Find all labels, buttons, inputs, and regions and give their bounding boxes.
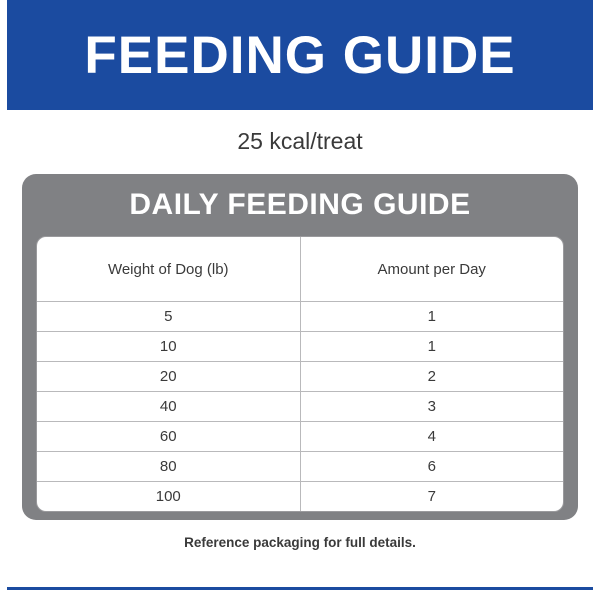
cell-amount: 4 <box>300 422 563 452</box>
column-header-amount: Amount per Day <box>300 237 563 302</box>
daily-feeding-card <box>22 174 578 520</box>
cell-weight: 40 <box>37 392 300 422</box>
cell-weight: 10 <box>37 332 300 362</box>
cell-amount: 1 <box>300 302 563 332</box>
cell-amount: 1 <box>300 332 563 362</box>
page-title: FEEDING GUIDE <box>84 25 516 85</box>
cell-weight: 80 <box>37 452 300 482</box>
bottom-rule <box>7 587 593 590</box>
band-edge-right <box>593 0 600 110</box>
footnote: Reference packaging for full details. <box>184 535 416 550</box>
card-title: DAILY FEEDING GUIDE <box>129 188 471 221</box>
feeding-table-wrap <box>36 236 564 512</box>
cell-weight: 100 <box>37 482 300 512</box>
kcal-note: 25 kcal/treat <box>237 128 363 154</box>
table-row <box>37 362 563 392</box>
cell-weight: 60 <box>37 422 300 452</box>
cell-amount: 2 <box>300 362 563 392</box>
column-header-weight: Weight of Dog (lb) <box>37 237 300 302</box>
table-row <box>37 482 563 512</box>
cell-amount: 6 <box>300 452 563 482</box>
cell-weight: 5 <box>37 302 300 332</box>
table-body <box>37 302 563 512</box>
cell-amount: 7 <box>427 488 436 505</box>
header-band <box>0 0 600 110</box>
table-row <box>37 332 563 362</box>
cell-amount: 3 <box>300 392 563 422</box>
table-header-row <box>37 237 563 302</box>
table-row <box>37 422 563 452</box>
cell-weight: 20 <box>37 362 300 392</box>
feeding-table <box>37 237 563 511</box>
table-row <box>37 392 563 422</box>
band-edge-left <box>0 0 7 110</box>
table-row <box>37 302 563 332</box>
table-row <box>37 452 563 482</box>
table-head <box>37 237 563 302</box>
